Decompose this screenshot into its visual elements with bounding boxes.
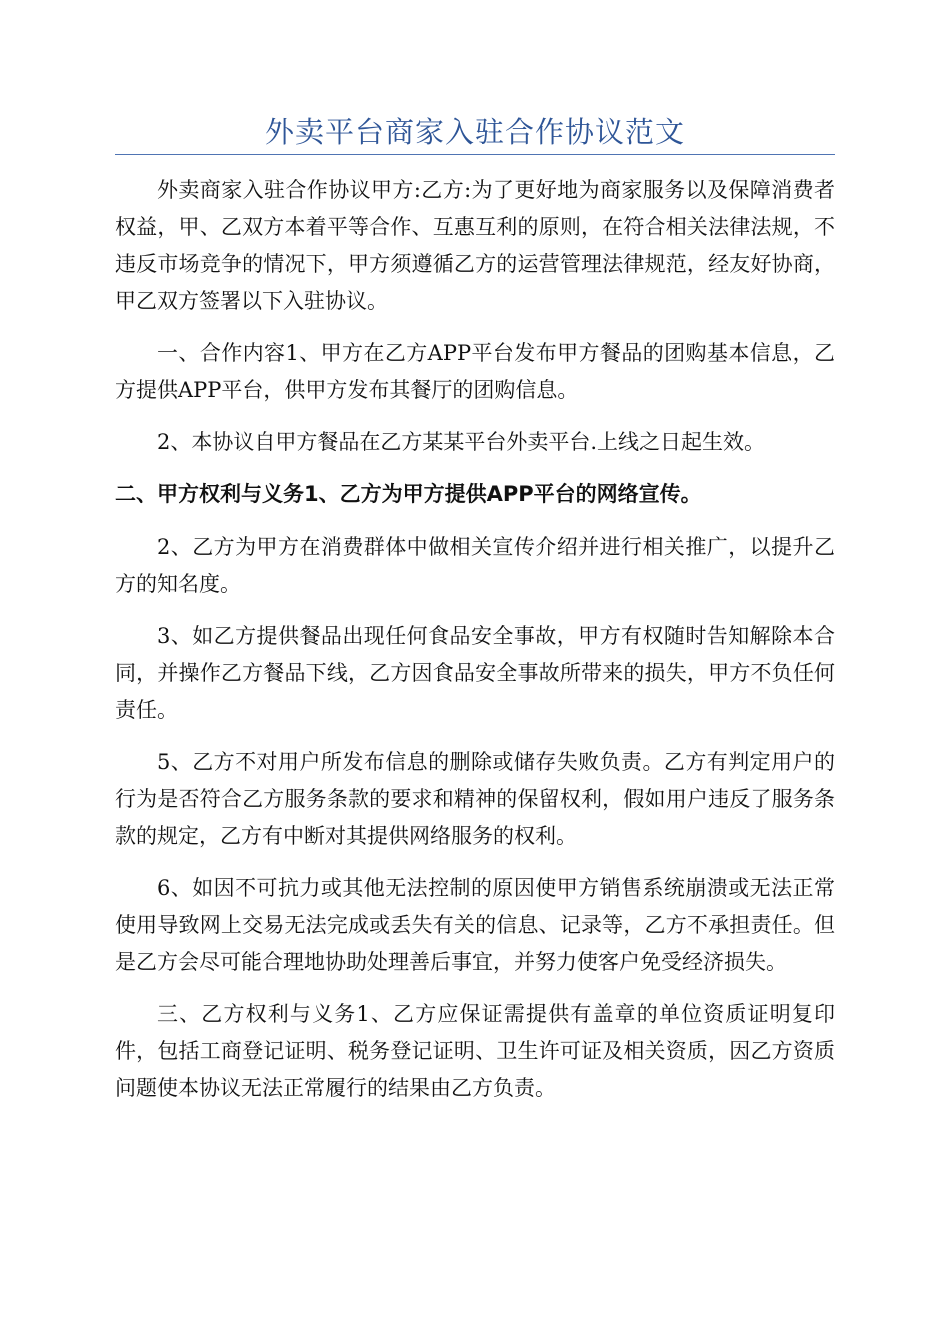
section-heading-party-a-rights: 二、甲方权利与义务1、乙方为甲方提供APP平台的网络宣传。 bbox=[115, 482, 702, 506]
paragraph-force-majeure: 6、如因不可抗力或其他无法控制的原因使甲方销售系统崩溃或无法正常使用导致网上交易无法完成或丢失有关的信息、记录等，乙方不承担责任。但是乙方会尽可能合理地协助处理善后事宜，并努力使客户免受经济损失。 bbox=[115, 876, 835, 974]
document-title: 外卖平台商家入驻合作协议范文 bbox=[264, 115, 685, 149]
document-body bbox=[115, 172, 835, 1122]
paragraph-food-safety: 3、如乙方提供餐品出现任何食品安全事故，甲方有权随时告知解除本合同，并操作乙方餐品下线，乙方因食品安全事故所带来的损失，甲方不负任何责任。 bbox=[115, 624, 835, 722]
paragraph-intro: 外卖商家入驻合作协议甲方:乙方:为了更好地为商家服务以及保障消费者权益，甲、乙双方本着平等合作、互惠互利的原则，在符合相关法律法规，不违反市场竞争的情况下，甲方须遵循乙方的运营管理法律规范，经友好协商，甲乙双方签署以下入驻协议。 bbox=[115, 178, 835, 313]
paragraph-information-liability: 5、乙方不对用户所发布信息的删除或储存失败负责。乙方有判定用户的行为是否符合乙方服务条款的要求和精神的保留权利，假如用户违反了服务条款的规定，乙方有中断对其提供网络服务的权利。 bbox=[115, 750, 835, 848]
paragraph-promotion: 2、乙方为甲方在消费群体中做相关宣传介绍并进行相关推广，以提升乙方的知名度。 bbox=[115, 535, 835, 596]
paragraph-cooperation-content: 一、合作内容1、甲方在乙方APP平台发布甲方餐品的团购基本信息，乙方提供APP平台，供甲方发布其餐厅的团购信息。 bbox=[115, 341, 835, 402]
paragraph-effective-date: 2、本协议自甲方餐品在乙方某某平台外卖平台.上线之日起生效。 bbox=[157, 430, 766, 454]
title-underline bbox=[115, 154, 835, 155]
paragraph-party-b-obligations: 三、乙方权利与义务1、乙方应保证需提供有盖章的单位资质证明复印件，包括工商登记证明、税务登记证明、卫生许可证及相关资质，因乙方资质问题使本协议无法正常履行的结果由乙方负责。 bbox=[115, 1002, 835, 1100]
